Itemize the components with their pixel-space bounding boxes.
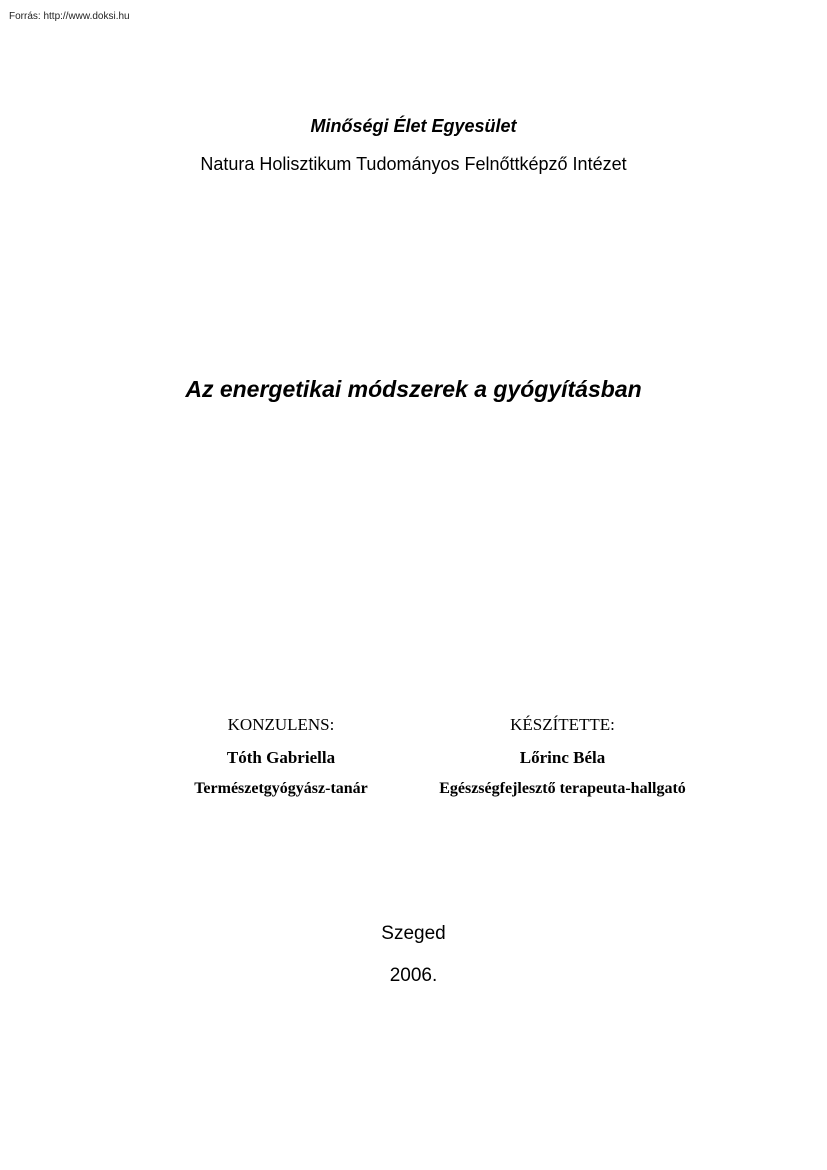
source-note: Forrás: http://www.doksi.hu <box>9 11 130 22</box>
year: 2006. <box>389 965 438 986</box>
city: Szeged <box>381 923 446 944</box>
consultant-role: Természetgyógyász-tanár <box>194 780 368 797</box>
document-title: Az energetikai módszerek a gyógyításban <box>185 376 642 402</box>
author-name: Lőrinc Béla <box>519 748 606 767</box>
organization-name: Minőségi Élet Egyesület <box>310 116 517 136</box>
consultant-name: Tóth Gabriella <box>226 748 336 767</box>
author-role: Egészségfejlesztő terapeuta-hallgató <box>439 780 686 797</box>
institute-name: Natura Holisztikum Tudományos Felnőttképző Intézet <box>200 154 627 174</box>
consultant-label: KONZULENS: <box>227 715 335 734</box>
author-label: KÉSZÍTETTE: <box>510 715 615 734</box>
